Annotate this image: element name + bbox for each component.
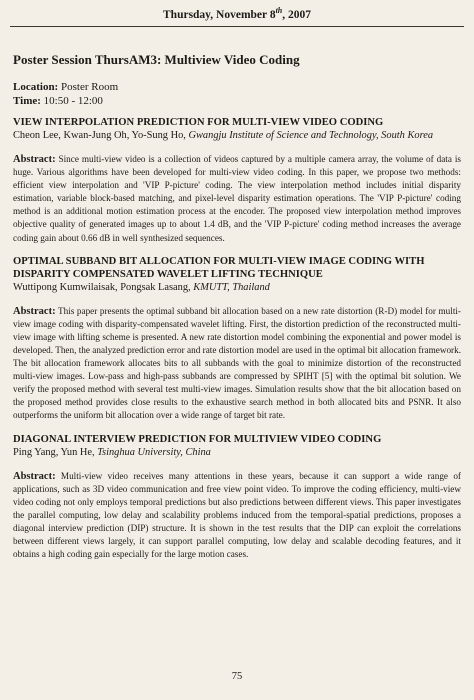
page-number: 75 bbox=[231, 671, 243, 682]
header-date: Thursday, November 8 bbox=[163, 8, 276, 21]
header-date-year: , 2007 bbox=[282, 8, 311, 21]
paper-title: DIAGONAL INTERVIEW PREDICTION FOR MULTIVIEW VIDEO CODING bbox=[13, 433, 382, 445]
time-value: 10:50 - 12:00 bbox=[43, 95, 103, 107]
paper-abstract bbox=[13, 153, 461, 245]
running-header bbox=[10, 6, 464, 27]
abstract-label: Abstract: bbox=[13, 154, 56, 165]
session-title: Poster Session ThursAM3: Multiview Video Coding bbox=[13, 52, 300, 67]
paper-entry bbox=[13, 255, 461, 423]
location-value: Poster Room bbox=[60, 81, 119, 93]
paper-entry bbox=[13, 116, 461, 245]
time-label: Time: bbox=[13, 95, 41, 107]
paper-entry bbox=[13, 433, 461, 562]
abstract-text: Multi-view video receives many attentions in these years, because it can support a wide range of applications, such as 3D video communication and free view point video. To improve the coding efficiency, multi-view video coding not only employs temporal predictions but also predictions between different views. This paper investigates the parallel computing, low delay and scalability problems induced from the temporal-spatial predictions, proposes a diagonal interview prediction (DIP) structure. It is shown in the test results that the DIP can exploit the correlations between different views largely, it can support parallel computing, low delay and scalable decoding features, and it obtains a high coding gain especially for the large motion cases. bbox=[13, 470, 461, 560]
author-names: Ping Yang, Yun He, bbox=[13, 446, 95, 458]
author-affiliation: KMUTT, Thailand bbox=[193, 281, 270, 293]
paper-abstract bbox=[13, 470, 461, 562]
author-affiliation: Gwangju Institute of Science and Technology, South Korea bbox=[188, 130, 434, 141]
author-names: Wuttipong Kumwilaisak, Pongsak Lasang, bbox=[13, 281, 191, 293]
main-content bbox=[13, 52, 461, 571]
paper-title: VIEW INTERPOLATION PREDICTION FOR MULTI-VIEW VIDEO CODING bbox=[13, 117, 384, 128]
abstract-label: Abstract: bbox=[13, 470, 56, 482]
session-meta bbox=[13, 80, 461, 108]
paper-title: OPTIMAL SUBBAND BIT ALLOCATION FOR MULTI-VIEW IMAGE CODING WITH DISPARITY COMPENSATED WAVELET LIFTING TECHNIQUE bbox=[13, 255, 425, 280]
location-label: Location: bbox=[13, 81, 59, 93]
paper-authors bbox=[13, 129, 461, 142]
time-line bbox=[13, 94, 461, 108]
header-date-sup: th bbox=[275, 6, 283, 15]
location-line bbox=[13, 80, 461, 94]
abstract-text: This paper presents the optimal subband bit allocation based on a new rate distortion (R-D) model for multi-view image coding with disparity-compensated wavelet lifting. First, the distortion prediction of the reconstructed multi-view image with lifting scheme is presented. A new rate distortion model combining the exponential and power model is developed. Then, the analyzed prediction error and rate distortion model are used in the optimal bit allocation framework. The bit allocation framework allocates bits to all subbands with the goal to minimize distortion of the reconstructed multi-view images. Low-pass and high-pass subbands are compressed by SPIHT [5] with the optimal bit solution. We verify the proposed method with several test multi-view images. Simulation results show that the bit allocation based on the proposed method provides close results to the exhaustive search method in both allocated bits and PSNR. It also outperforms the uniform bit allocation over a wide range of target bit rate. bbox=[13, 305, 461, 421]
paper-abstract bbox=[13, 305, 461, 423]
author-affiliation: Tsinghua University, China bbox=[97, 446, 211, 458]
paper-authors bbox=[13, 446, 461, 459]
author-names: Cheon Lee, Kwan-Jung Oh, Yo-Sung Ho, bbox=[13, 130, 186, 141]
abstract-label: Abstract: bbox=[13, 305, 56, 317]
abstract-text: Since multi-view video is a collection of videos captured by a multiple camera array, the volume of data is huge. Various algorithms have been developed for multi-view video coding. In this paper, we propose two methods: efficient view interpolation and 'VIP P-picture' coding. The view interpolation method includes initial disparity estimation, variable block-based matching, and pixel-level disparity estimation operations. The 'VIP P-picture' coding method is an additional motion estimation process at the encoder. The proposed view interpolation method improves objective quality of generated images up to about 1.4 dB, and the 'VIP P-picture' coding method increases the average coding gain about 0.66 dB in well synthesized sequences. bbox=[13, 154, 461, 243]
paper-authors bbox=[13, 281, 461, 294]
